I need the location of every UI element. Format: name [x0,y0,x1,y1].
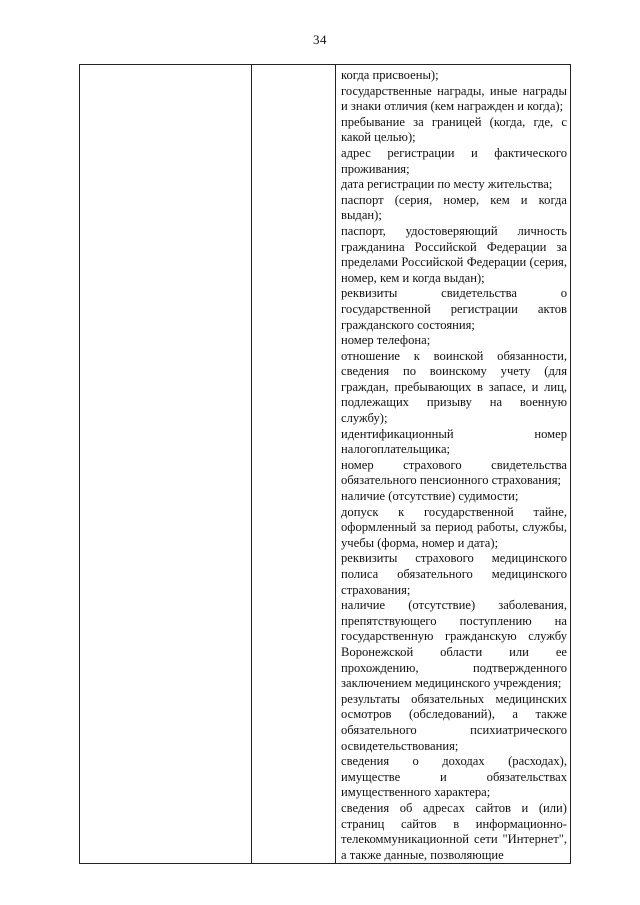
table-cell-col2 [252,65,336,864]
list-item: государственные награды, иные награды и знаки отличия (кем награжден и когда); [341,83,567,114]
list-item: сведения об адресах сайтов и (или) страниц сайтов в информационно-телекоммуникационной сети "Интернет", а также данные, позволяющие [341,800,567,862]
list-item: номер телефона; [341,333,431,348]
list-item: когда присвоены); [341,68,439,82]
list-item: отношение к воинской обязанности, сведения по воинскому учету (для граждан, пребывающих в запасе, и лиц, подлежащих призыву на военную службу); [341,348,567,426]
document-table [79,64,571,864]
table-cell-col3 [336,65,571,864]
list-item: результаты обязательных медицинских осмотров (обследований), а также обязательного психиатрического освидетельствования; [341,691,567,753]
list-item: паспорт (серия, номер, кем и когда выдан); [341,192,567,223]
list-item: идентификационный номер налогоплательщика; [341,426,567,457]
list-item: допуск к государственной тайне, оформленный за период работы, службы, учебы (форма, номер и дата); [341,504,567,550]
list-item: наличие (отсутствие) судимости; [341,489,519,504]
list-item: сведения о доходах (расходах), имуществе и обязательствах имущественного характера; [341,754,567,800]
list-item: номер страхового свидетельства обязательного пенсионного страхования; [341,457,567,488]
page-number: 34 [313,32,327,47]
list-item: адрес регистрации и фактического проживания; [341,145,567,176]
list-item: пребывание за границей (когда, где, с какой целью); [341,114,567,145]
table-row [80,65,571,864]
list-item: реквизиты страхового медицинского полиса обязательного медицинского страхования; [341,551,567,597]
list-item: паспорт, удостоверяющий личность гражданина Российской Федерации за пределами Российской Федерации (серия, номер, кем и когда выдан); [341,223,567,285]
list-item: наличие (отсутствие) заболевания, препятствующего поступлению на государственную гражданскую службу Воронежской области или ее прохождению, подтвержденного заключением медицинского учреждения; [341,598,567,691]
table-cell-col1 [80,65,252,864]
list-item: дата регистрации по месту жительства; [341,177,553,192]
list-item: реквизиты свидетельства о государственной регистрации актов гражданского состояния; [341,286,567,332]
